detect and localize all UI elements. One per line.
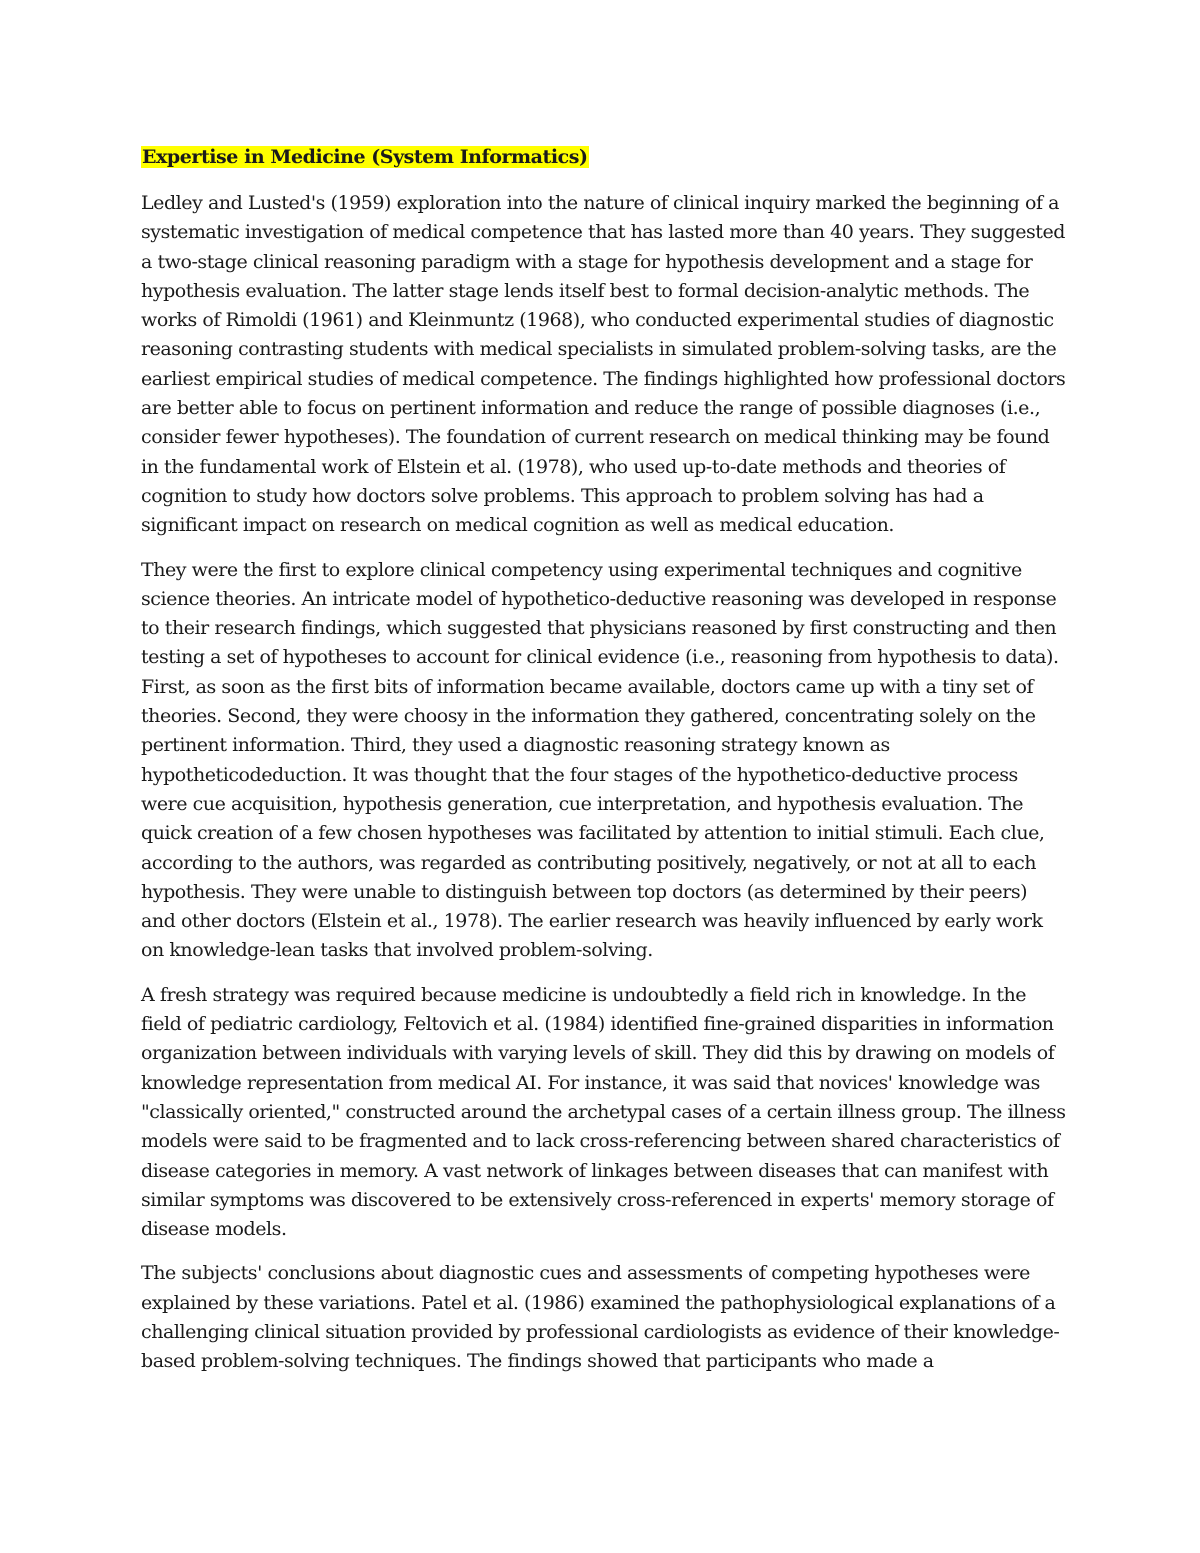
paragraph-1: Ledley and Lusted's (1959) exploration into the nature of clinical inquiry marked the beginning of a systematic investigation of medical competence that has lasted more than 40 years. They suggested a two-stage clinical reasoning paradigm with a stage for hypothesis development and a stage for hypothesis evaluation. The latter stage lends itself best to formal decision-analytic methods. The works of Rimoldi (1961) and Kleinmuntz (1968), who conducted experimental studies of diagnostic reasoning contrasting students with medical specialists in simulated problem-solving tasks, are the earliest empirical studies of medical competence. The findings highlighted how professional doctors are better able to focus on pertinent information and reduce the range of possible diagnoses (i.e., consider fewer hypotheses). The foundation of current research on medical thinking may be found in the fundamental work of Elstein et al. (1978), who used up-to-date methods and theories of cognition to study how doctors solve problems. This approach to problem solving has had a significant impact on research on medical cognition as well as medical education. — [141, 192, 1066, 537]
paragraph-4: The subjects' conclusions about diagnostic cues and assessments of competing hypotheses were explained by these variations. Patel et al. (1986) examined the pathophysiological explanations of a challenging clinical situation provided by professional cardiologists as evidence of their knowledge-based problem-solving techniques. The findings showed that participants who made a — [141, 1262, 1060, 1373]
document-title-line — [141, 142, 1066, 173]
document-title: Expertise in Medicine (System Informatics) — [142, 146, 588, 168]
paragraph-2: They were the first to explore clinical competency using experimental techniques and cognitive science theories. An intricate model of hypothetico-deductive reasoning was developed in response to their research findings, which suggested that physicians reasoned by first constructing and then testing a set of hypotheses to account for clinical evidence (i.e., reasoning from hypothesis to data). First, as soon as the first bits of information became available, doctors came up with a tiny set of theories. Second, they were choosy in the information they gathered, concentrating solely on the pertinent information. Third, they used a diagnostic reasoning strategy known as hypotheticodeduction. It was thought that the four stages of the hypothetico-deductive process were cue acquisition, hypothesis generation, cue interpretation, and hypothesis evaluation. The quick creation of a few chosen hypotheses was facilitated by attention to initial stimuli. Each clue, according to the authors, was regarded as contributing positively, negatively, or not at all to each hypothesis. They were unable to distinguish between top doctors (as determined by their peers) and other doctors (Elstein et al., 1978). The earlier research was heavily influenced by early work on knowledge-lean tasks that involved problem-solving. — [141, 558, 1059, 962]
document-body — [141, 142, 1066, 1392]
paragraph-3: A fresh strategy was required because medicine is undoubtedly a field rich in knowledge. In the field of pediatric cardiology, Feltovich et al. (1984) identified fine-grained disparities in information organization between individuals with varying levels of skill. They did this by drawing on models of knowledge representation from medical AI. For instance, it was said that novices' knowledge was "classically oriented," constructed around the archetypal cases of a certain illness group. The illness models were said to be fragmented and to lack cross-referencing between shared characteristics of disease categories in memory. A vast network of linkages between diseases that can manifest with similar symptoms was discovered to be extensively cross-referenced in experts' memory storage of disease models. — [141, 983, 1066, 1241]
